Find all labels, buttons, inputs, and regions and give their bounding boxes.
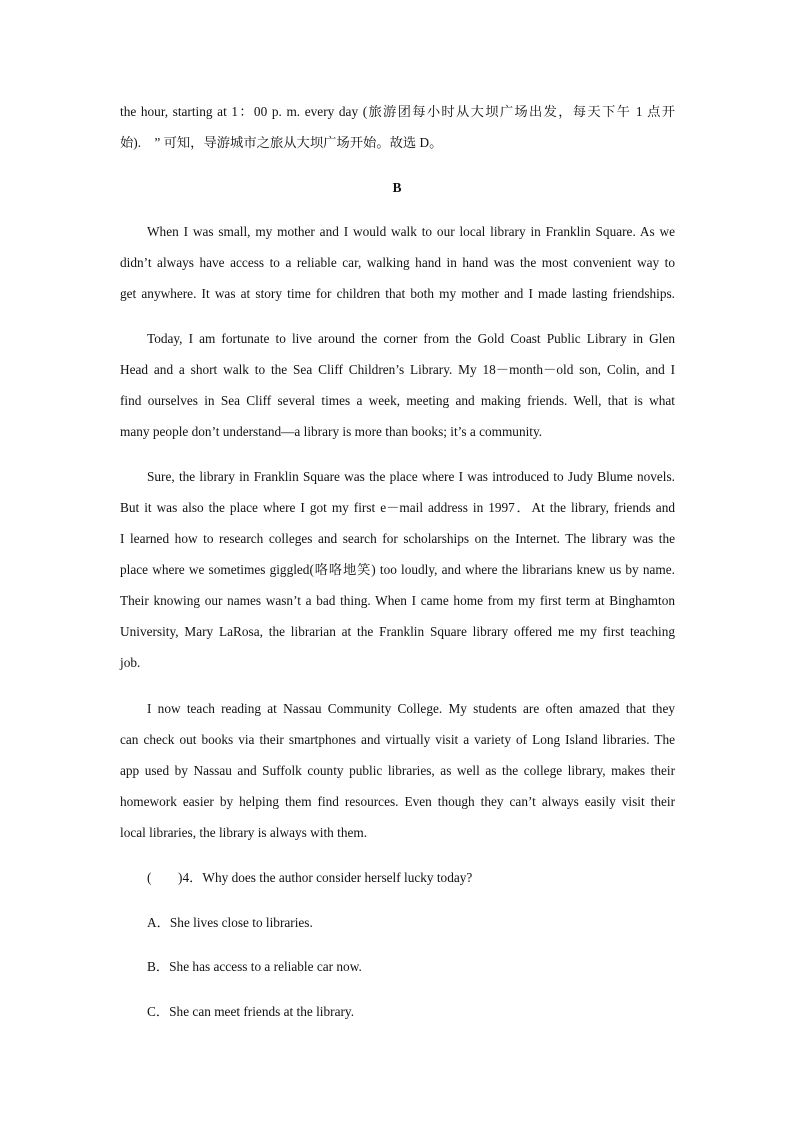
section-heading: B <box>392 180 402 195</box>
passage-line: I learned how to research colleges and search for scholarships on the Internet. The library was the <box>120 531 675 546</box>
passage-line: Head and a short walk to the Sea Cliff Children’s Library. My 18－month－old son, Colin, and I <box>120 362 675 377</box>
passage-line: app used by Nassau and Suffolk county public libraries, as well as the college library, makes their <box>120 763 675 778</box>
passage-line: When I was small, my mother and I would walk to our local library in Franklin Square. As we <box>147 224 675 239</box>
passage-line: Their knowing our names wasn’t a bad thing. When I came home from my first term at Binghamton <box>120 593 675 608</box>
passage-line: find ourselves in Sea Cliff several times a week, meeting and making friends. Well, that is what <box>120 393 675 408</box>
option-c[interactable]: C．She can meet friends at the library. <box>147 1004 355 1019</box>
passage-line: many people don’t understand—a library is more than books; it’s a community. <box>120 424 543 439</box>
intro-line-1: the hour, starting at 1：00 p. m. every day (旅游团每小时从大坝广场出发，每天下午 1 点开 <box>120 104 675 119</box>
passage-line: But it was also the place where I got my first e－mail address in 1997．At the library, friends and <box>120 500 675 515</box>
passage-line: University, Mary LaRosa, the librarian at the Franklin Square library offered me my first teaching <box>120 624 675 639</box>
passage-line: can check out books via their smartphones and virtually visit a variety of Long Island libraries. The <box>120 732 675 747</box>
question-stem: ( )4．Why does the author consider herself lucky today? <box>147 870 473 885</box>
intro-line-2: 始). ” 可知，导游城市之旅从大坝广场开始。故选 D。 <box>120 135 443 150</box>
passage-line: local libraries, the library is always with them. <box>120 825 368 840</box>
passage-line: Sure, the library in Franklin Square was the place where I was introduced to Judy Blume novels. <box>147 469 675 484</box>
passage-line: Today, I am fortunate to live around the corner from the Gold Coast Public Library in Glen <box>147 331 675 346</box>
passage-line: homework easier by helping them find resources. Even though they can’t always easily visit their <box>120 794 675 809</box>
passage-line: job. <box>120 655 141 670</box>
passage-line: I now teach reading at Nassau Community College. My students are often amazed that they <box>147 701 675 716</box>
passage-line: place where we sometimes giggled(咯咯地笑) too loudly, and where the librarians knew us by name. <box>120 562 675 577</box>
option-b[interactable]: B．She has access to a reliable car now. <box>147 959 362 974</box>
passage-line: didn’t always have access to a reliable car, walking hand in hand was the most convenient way to <box>120 255 675 270</box>
passage-line: get anywhere. It was at story time for children that both my mother and I made lasting friendships. <box>120 286 675 301</box>
option-a[interactable]: A．She lives close to libraries. <box>147 915 313 930</box>
